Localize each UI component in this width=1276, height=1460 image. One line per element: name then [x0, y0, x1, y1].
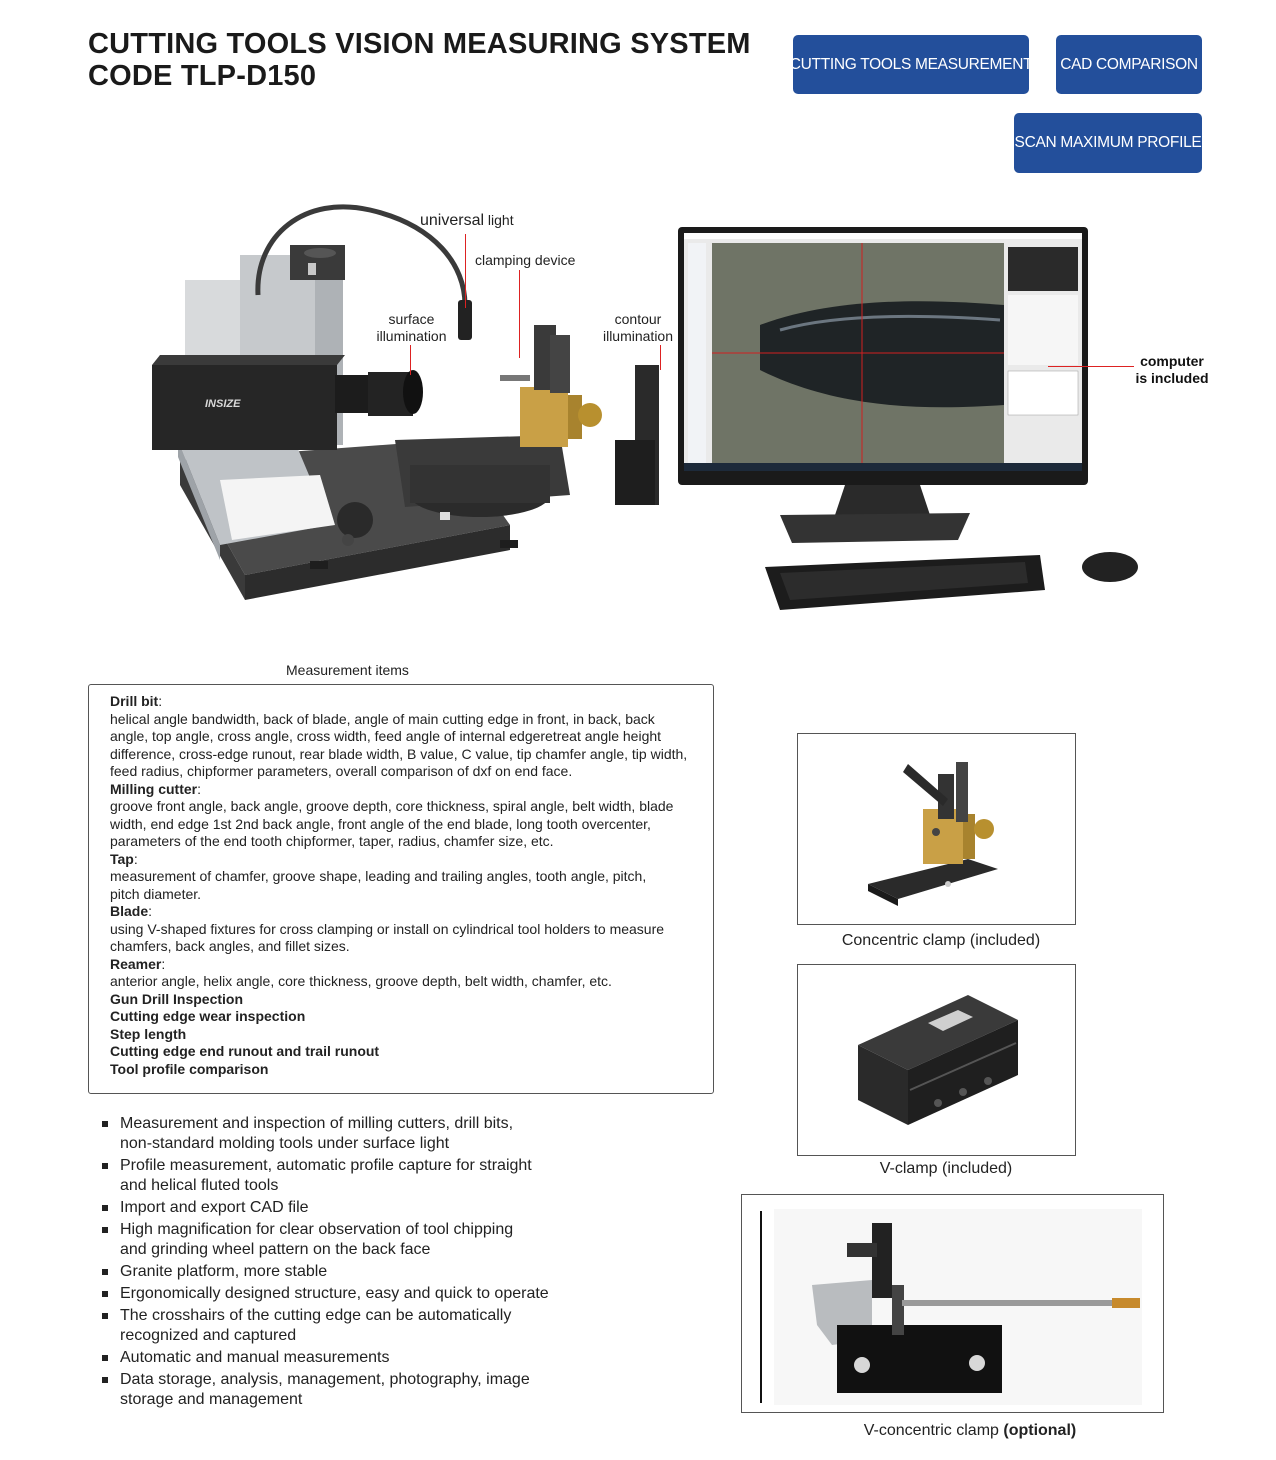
keyboard: [765, 555, 1045, 610]
surface-text: surface: [388, 311, 435, 327]
colon: :: [133, 850, 138, 867]
clamping-device-leader: [519, 270, 520, 358]
tap-title: Tap: [110, 850, 134, 867]
feature-text: and grinding wheel pattern on the back face: [120, 1241, 431, 1258]
reamer-heading: [110, 956, 713, 974]
cutting-tools-measurement-button[interactable]: CUTTING TOOLS MEASUREMENT: [793, 35, 1029, 94]
computer-text: computer: [1140, 353, 1204, 369]
monitor: [678, 227, 1088, 543]
milling-cutter-title: Milling cutter: [110, 780, 198, 797]
universal-light-label: [420, 212, 514, 229]
title-line-2: CODE TLP-D150: [88, 60, 317, 92]
feature-text: Data storage, analysis, management, photography, image: [120, 1371, 530, 1388]
mouse: [1082, 552, 1138, 582]
milling-cutter-heading: [110, 781, 713, 799]
measurement-items-heading: Measurement items: [286, 662, 409, 678]
drill-bit-line: difference, cross-edge runout, rear blade width, B value, C value, tip chamfer angle, tip width,: [110, 745, 688, 762]
insize-logo: INSIZE: [205, 398, 241, 410]
v-concentric-clamp-name: V-concentric clamp: [863, 1422, 1004, 1439]
concentric-clamp-image: [797, 733, 1076, 925]
feature-item: [100, 1306, 720, 1346]
cad-comparison-button[interactable]: CAD COMPARISON: [1056, 35, 1202, 94]
feature-text: storage and management: [120, 1391, 303, 1408]
milling-cutter-line: width, end edge 1st 2nd back angle, front angle of the end blade, long tooth overcenter,: [110, 815, 651, 832]
feature-text: The crosshairs of the cutting edge can be automatically: [120, 1307, 512, 1324]
feature-text: Import and export CAD file: [120, 1199, 309, 1216]
product-photo: [140, 195, 1150, 625]
reamer-title: Reamer: [110, 955, 162, 972]
drill-bit-line: helical angle bandwidth, back of blade, angle of main cutting edge in front, in back, back: [110, 710, 655, 727]
computer-included-label: [1130, 353, 1214, 387]
illumination-text-contour: illumination: [602, 328, 674, 344]
feature-text: High magnification for clear observation of tool chipping: [120, 1221, 514, 1238]
feature-item: [100, 1198, 720, 1218]
colon: :: [161, 955, 166, 972]
light-text: light: [487, 212, 514, 228]
drill-bit-heading: [110, 693, 713, 711]
illumination-text-surface: illumination: [376, 328, 447, 344]
blade-title: Blade: [110, 903, 149, 919]
feature-item: [100, 1156, 720, 1196]
cutting-edge-wear-inspection: Cutting edge wear inspection: [110, 1008, 306, 1024]
tool-profile-comparison: Tool profile comparison: [110, 1060, 269, 1077]
drill-bit-line: feed radius, chipformer parameters, overall comparison of dxf on end face.: [110, 763, 573, 779]
camera-column: [152, 245, 423, 450]
universal-light-leader: [465, 234, 466, 308]
computer-leader: [1048, 366, 1134, 367]
concentric-clamp-illustration: [798, 734, 1075, 924]
feature-item: [100, 1114, 720, 1154]
universal-text: universal: [420, 212, 485, 229]
v-clamp-caption: V-clamp (included): [879, 1160, 1013, 1177]
tap-line: pitch diameter.: [110, 885, 202, 902]
optional-label: (optional): [1003, 1422, 1077, 1439]
title-line-1: CUTTING TOOLS VISION MEASURING SYSTEM: [88, 28, 751, 60]
drill-bit-title: Drill bit: [110, 693, 159, 709]
feature-text: Granite platform, more stable: [120, 1263, 328, 1280]
feature-text: Measurement and inspection of milling cutters, drill bits,: [120, 1115, 514, 1132]
v-clamp-illustration: [798, 965, 1075, 1155]
contour-illumination-leader: [660, 345, 661, 370]
v-concentric-clamp-caption: [741, 1422, 1199, 1440]
v-clamp-image: [797, 964, 1076, 1156]
feature-item: [100, 1220, 720, 1260]
contour-illumination-label: [600, 311, 676, 345]
feature-text: Profile measurement, automatic profile capture for straight: [120, 1157, 532, 1174]
clamping-device: [500, 325, 602, 447]
page-title: [88, 28, 751, 92]
drill-bit-line: angle, top angle, cross angle, cross width, feed angle of internal edgeretreat angle height: [110, 728, 662, 744]
feature-item: [100, 1370, 720, 1410]
scan-maximum-profile-button[interactable]: SCAN MAXIMUM PROFILE: [1014, 113, 1202, 173]
feature-item: [100, 1284, 720, 1304]
feature-item: [100, 1262, 720, 1282]
milling-cutter-line: groove front angle, back angle, groove depth, core thickness, spiral angle, belt width, blade: [110, 798, 674, 814]
colon: :: [158, 693, 163, 709]
v-concentric-clamp-illustration: [742, 1195, 1163, 1412]
is-included-text: is included: [1135, 370, 1209, 386]
tap-heading: [110, 851, 713, 869]
contour-text: contour: [614, 311, 662, 327]
feature-text: Ergonomically designed structure, easy and quick to operate: [120, 1285, 549, 1302]
tap-line: measurement of chamfer, groove shape, leading and trailing angles, tooth angle, pitch,: [110, 868, 647, 884]
feature-text: and helical fluted tools: [120, 1177, 279, 1194]
feature-list: [100, 1114, 720, 1412]
reamer-line: anterior angle, helix angle, core thickness, groove depth, belt width, chamfer, etc.: [110, 973, 612, 989]
step-length: Step length: [110, 1025, 187, 1042]
clamping-device-label: clamping device: [475, 252, 576, 268]
end-runout-trail-runout: Cutting edge end runout and trail runout: [110, 1043, 380, 1059]
v-concentric-clamp-image: [741, 1194, 1164, 1413]
feature-text: recognized and captured: [120, 1327, 297, 1344]
feature-text: Automatic and manual measurements: [120, 1349, 390, 1366]
concentric-clamp-caption: Concentric clamp (included): [841, 932, 1041, 949]
surface-illumination-label: [374, 311, 449, 345]
feature-item: [100, 1348, 720, 1368]
surface-illumination-leader: [410, 345, 411, 375]
gun-drill-inspection: Gun Drill Inspection: [110, 990, 244, 1007]
measurement-items-box: [88, 684, 714, 1094]
colon: :: [197, 780, 202, 797]
milling-cutter-line: parameters of the end tooth chipformer, taper, radius, chamfer size, etc.: [110, 833, 554, 849]
blade-line: using V-shaped fixtures for cross clamping or install on cylindrical tool holders to measure: [110, 920, 665, 937]
colon: :: [148, 903, 153, 919]
blade-line: chamfers, back angles, and fillet sizes.: [110, 938, 350, 954]
blade-heading: [110, 903, 713, 921]
feature-text: non-standard molding tools under surface light: [120, 1135, 450, 1152]
